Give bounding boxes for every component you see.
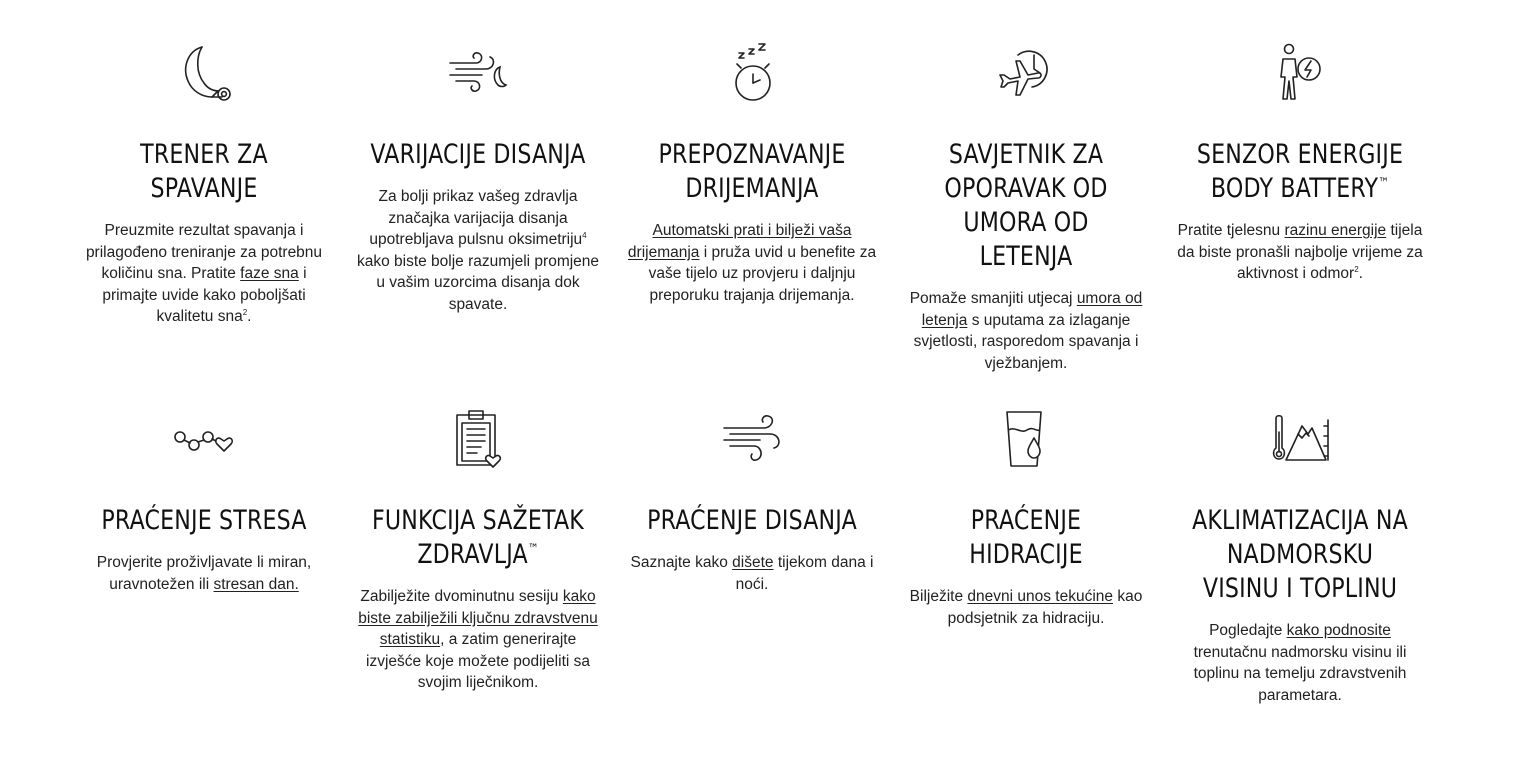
feature-breathing-variations <box>343 38 613 315</box>
feature-description: Zabilježite dvominutnu sesiju kako biste zabilježili ključnu zdravstvenu statistiku, a zatim generirajte izvješće koje možete podijeliti sa svojim liječnikom. <box>358 588 598 691</box>
body-battery-icon <box>1165 38 1435 108</box>
feature-description: Pratite tjelesnu razinu energije tijela da biste pronašli najbolje vrijeme za aktivnost i odmor$^2$. <box>1177 222 1423 282</box>
feature-description: Pogledajte kako podnosite trenutačnu nadmorsku visinu ili toplinu na temelju zdravstvenih parametara. <box>1193 622 1407 704</box>
jet-lag-adviser-icon <box>891 38 1161 108</box>
feature-title: AKLIMATIZACIJA NA NADMORSKU VISINU I TOPLINU <box>1192 505 1408 604</box>
feature-title: FUNKCIJA SAŽETAK ZDRAVLJA™ <box>372 505 584 570</box>
health-snapshot-icon <box>343 404 613 474</box>
breathing-variations-icon <box>343 38 613 108</box>
feature-title: VARIJACIJE DISANJA <box>370 139 586 170</box>
sleep-stages-link[interactable]: faze sna <box>240 265 299 282</box>
feature-title: PRAĆENJE STRESA <box>101 505 307 536</box>
nap-detection-icon <box>617 38 887 108</box>
feature-title: PRAĆENJE DISANJA <box>647 505 857 536</box>
feature-sleep-coach <box>69 38 339 328</box>
feature-acclimation <box>1165 404 1435 706</box>
feature-title: SAVJETNIK ZA OPORAVAK OD UMORA OD LETENJA <box>944 139 1108 272</box>
feature-description: Automatski prati i bilježi vaša drijemanja i pruža uvid u benefite za vaše tijelo uz provjeru i daljnju preporuku trajanja drijemanja. <box>627 222 877 304</box>
health-stats-link[interactable]: kako biste zabilježili ključnu zdravstvenu statistiku <box>358 588 598 648</box>
feature-description: Provjerite proživljavate li miran, uravnotežen ili stresan dan. <box>96 554 312 593</box>
sleep-coach-icon <box>69 38 339 108</box>
feature-respiration-tracking <box>617 404 887 595</box>
fluid-intake-link[interactable]: dnevni unos tekućine <box>967 588 1114 605</box>
acclimation-icon <box>1165 404 1435 474</box>
jet-lag-link[interactable]: umora od letenja <box>921 290 1143 329</box>
nap-tracking-link[interactable]: Automatski prati i bilježi vaša drijemanja <box>627 222 852 261</box>
feature-health-snapshot <box>343 404 613 694</box>
feature-hydration-tracking <box>891 404 1161 629</box>
feature-stress-tracking <box>69 404 339 595</box>
feature-title: PRAĆENJE HIDRACIJE <box>969 505 1083 570</box>
feature-description: Bilježite dnevni unos tekućine kao podsjetnik za hidraciju. <box>909 588 1143 627</box>
feature-title: PREPOZNAVANJE DRIJEMANJA <box>658 139 846 204</box>
feature-description: Pomaže smanjiti utjecaj umora od letenja s uputama za izlaganje svjetlosti, rasporedom spavanja i vježbanjem. <box>909 290 1143 372</box>
breathing-link[interactable]: dišete <box>732 554 774 571</box>
how-you-tolerate-link[interactable]: kako podnosite <box>1286 622 1391 639</box>
feature-title: SENZOR ENERGIJE BODY BATTERY™ <box>1196 139 1404 204</box>
feature-jet-lag-adviser <box>891 38 1161 374</box>
feature-description: Preuzmite rezultat spavanja i prilagođeno treniranje za potrebnu količinu sna. Pratite faze sna i primajte uvide kako poboljšati kvalitetu sna$^2$. <box>85 222 323 325</box>
feature-body-battery <box>1165 38 1435 285</box>
respiration-tracking-icon <box>617 404 887 474</box>
energy-level-link[interactable]: razinu energije <box>1284 222 1387 239</box>
stress-tracking-icon <box>69 404 339 474</box>
feature-title: TRENER ZA SPAVANJE <box>140 139 268 204</box>
hydration-tracking-icon <box>891 404 1161 474</box>
stressful-day-link[interactable]: stresan dan. <box>213 575 299 593</box>
feature-description: Za bolji prikaz vašeg zdravlja značajka varijacija disanja upotrebljava pulsnu oksimetriju$^4$ kako biste bolje razumjeli promjene u vašim uzorcima disanja dok spavate. <box>356 188 600 313</box>
feature-nap-detection <box>617 38 887 306</box>
feature-description: Saznajte kako dišete tijekom dana i noći. <box>630 554 874 593</box>
